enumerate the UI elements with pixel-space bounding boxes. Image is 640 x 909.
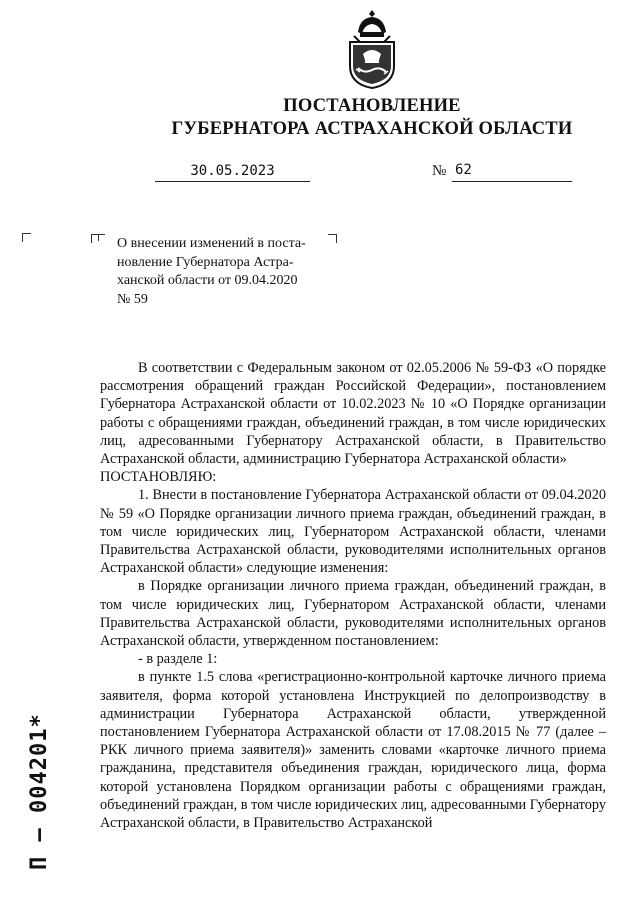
subject-line: новление Губернатора Астра- [117, 254, 294, 270]
number-underline [452, 181, 572, 182]
document-date: 30.05.2023 [190, 163, 275, 179]
document-subject [117, 235, 335, 309]
paragraph-3: - в разделе 1: [138, 651, 218, 668]
coat-of-arms-emblem [344, 8, 400, 90]
paragraph-4: в пункте 1.5 слова «регистрационно-контрольной карточке личного приема заявителя, форма которой установлена Инструкцией по делопроизводству в администрации Губернатора Астраханской области, утвержденной постановлением Губернатора Астраханской области от 17.08.2015 № 77 (далее – РКК личного приема заявителя)» заменить словами «карточке личного приема гражданина, представителя объединения граждан, юридического лица, форма которой установлена Порядком организации работы с обращениями граждан, объединений граждан, в том числе юридических лиц, адресованными Губернатору Астраханской области, в Правительство Астраханской [100, 669, 606, 832]
date-underline [155, 181, 310, 182]
preamble-paragraph: В соответствии с Федеральным законом от 02.05.2006 № 59-ФЗ «О порядке рассмотрения обращений граждан Российской Федерации», постановлением Губернатора Астраханской области от 10.02.2023 № 10 «О Порядке организации работы с обращениями граждан, объединений граждан, в том числе юридических лиц, адресованными Губернатору Астраханской области, в Правительство Астраханской области, администрацию Губернатора Астраханской области» [100, 360, 606, 468]
number-label: № [432, 163, 447, 179]
subject-line: ханской области от 09.04.2020 [117, 273, 298, 288]
decree-word: ПОСТАНОВЛЯЮ: [100, 469, 217, 486]
paragraph-1: 1. Внести в постановление Губернатора Астраханской области от 09.04.2020 № 59 «О Порядке организации личного приема граждан, объединений граждан, в том числе юридических лиц, Губернатором Астраханской области, членами Правительства Астраханской области, руководителями исполнительных органов Астраханской области» следующие изменения: [100, 487, 606, 577]
corner-mark-subject-left-inner [98, 234, 105, 241]
subject-line: О внесении изменений в поста- [117, 236, 306, 251]
document-issuer: ГУБЕРНАТОРА АСТРАХАНСКОЙ ОБЛАСТИ [171, 119, 573, 139]
subject-line: № 59 [117, 291, 148, 307]
registration-stamp: П – 004201* [27, 713, 52, 870]
corner-mark-left [22, 233, 31, 242]
paragraph-2: в Порядке организации личного приема граждан, объединений граждан, в том числе юридических лиц, Губернатором Астраханской области, членами Правительства Астраханской области, руководителями исполнительных органов Астраханской области, утвержденном постановлением: [100, 578, 606, 650]
document-title: ПОСТАНОВЛЕНИЕ [283, 96, 461, 116]
document-number: 62 [455, 162, 472, 178]
document-body [100, 359, 606, 832]
